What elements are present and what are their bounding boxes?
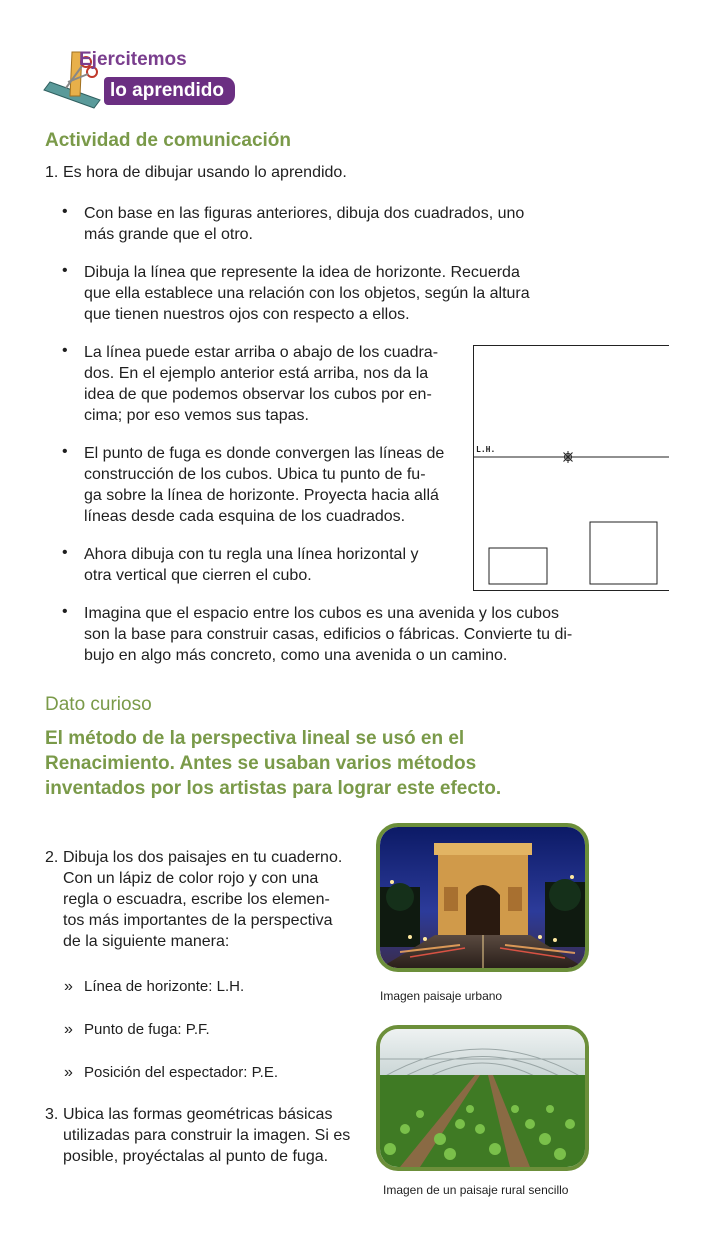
- perspective-diagram-svg: [473, 345, 669, 591]
- bullet-marker: •: [62, 544, 68, 561]
- bullet-line: dos. En el ejemplo anterior está arriba, nos da la: [84, 365, 429, 382]
- item-2-line: de la siguiente manera:: [63, 933, 230, 950]
- item-2-number: 2.: [45, 849, 59, 866]
- bullet-line: Imagina que el espacio entre los cubos es una avenida y los cubos: [84, 605, 559, 622]
- bullet-line: bujo en algo más concreto, como una avenida o un camino.: [84, 647, 508, 664]
- bullet-line: Ahora dibuja con tu regla una línea horizontal y: [84, 546, 419, 563]
- bullet-line: La línea puede estar arriba o abajo de los cuadra-: [84, 344, 439, 361]
- bullet-marker: •: [62, 262, 68, 279]
- bullet-line: que ella establece una relación con los objetos, según la altura: [84, 285, 530, 302]
- bullet-marker: •: [62, 203, 68, 220]
- bullet-line: Con base en las figuras anteriores, dibuja dos cuadrados, uno: [84, 205, 525, 222]
- rural-landscape-image: [376, 1025, 589, 1171]
- vanishing-point-icon: [562, 451, 574, 463]
- urban-image-caption: Imagen paisaje urbano: [380, 989, 503, 1003]
- item-1-text: Es hora de dibujar usando lo aprendido.: [63, 164, 347, 181]
- horizon-label: L.H.: [476, 445, 496, 454]
- item-1-number: 1.: [45, 164, 59, 181]
- item-3-number: 3.: [45, 1106, 59, 1123]
- greenhouse-crops-illustration: [380, 1029, 585, 1167]
- dato-line: inventados por los artistas para lograr este efecto.: [45, 778, 502, 799]
- urban-landscape-image: [376, 823, 589, 972]
- large-square: [590, 522, 657, 584]
- subitem-marker: »: [64, 1064, 73, 1081]
- dato-curioso-title: Dato curioso: [45, 694, 152, 715]
- dato-curioso-text: [45, 726, 565, 801]
- item-2-line: tos más importantes de la perspectiva: [63, 912, 333, 929]
- subitem-marker: »: [64, 1021, 73, 1038]
- item-3-line: utilizadas para construir la imagen. Si es: [63, 1127, 351, 1144]
- item-3-line: posible, proyéctalas al punto de fuga.: [63, 1148, 329, 1165]
- rural-image-caption: Imagen de un paisaje rural sencillo: [383, 1183, 569, 1197]
- bullet-marker: •: [62, 603, 68, 620]
- bullet-marker: •: [62, 443, 68, 460]
- bullet-line: construcción de los cubos. Ubica tu punto de fu-: [84, 466, 426, 483]
- bullet-line: Dibuja la línea que represente la idea de horizonte. Recuerda: [84, 264, 520, 281]
- perspective-diagram: [473, 345, 669, 591]
- arc-de-triomphe-illustration: [380, 827, 585, 968]
- dato-line: Renacimiento. Antes se usaban varios métodos: [45, 753, 477, 774]
- bullet-line: otra vertical que cierren el cubo.: [84, 567, 312, 584]
- bullet-line: más grande que el otro.: [84, 226, 253, 243]
- subitem-text: Línea de horizonte: L.H.: [84, 978, 245, 995]
- bullet-line: El punto de fuga es donde convergen las líneas de: [84, 445, 445, 462]
- dato-line: El método de la perspectiva lineal se usó en el: [45, 728, 465, 749]
- item-2-line: Dibuja los dos paisajes en tu cuaderno.: [63, 849, 343, 866]
- item-2-line: regla o escuadra, escribe los elemen-: [63, 891, 330, 908]
- small-square: [489, 548, 547, 584]
- bullet-line: ga sobre la línea de horizonte. Proyecta hacia allá: [84, 487, 439, 504]
- subitem-text: Posición del espectador: P.E.: [84, 1064, 279, 1081]
- subitem-marker: »: [64, 978, 73, 995]
- activity-title: Actividad de comunicación: [45, 130, 291, 151]
- header-title-line2: lo aprendido: [104, 77, 235, 105]
- bullet-marker: •: [62, 342, 68, 359]
- bullet-line: líneas desde cada esquina de los cuadrados.: [84, 508, 406, 525]
- header-title-line1: Ejercitemos: [79, 49, 187, 70]
- bullet-line: cima; por eso vemos sus tapas.: [84, 407, 309, 424]
- bullet-line: son la base para construir casas, edificios o fábricas. Convierte tu di-: [84, 626, 573, 643]
- item-3-line: Ubica las formas geométricas básicas: [63, 1106, 333, 1123]
- subitem-text: Punto de fuga: P.F.: [84, 1021, 210, 1038]
- bullet-line: que tienen nuestros ojos con respecto a ellos.: [84, 306, 410, 323]
- bullet-line: idea de que podemos observar los cubos por en-: [84, 386, 432, 403]
- item-2-line: Con un lápiz de color rojo y con una: [63, 870, 319, 887]
